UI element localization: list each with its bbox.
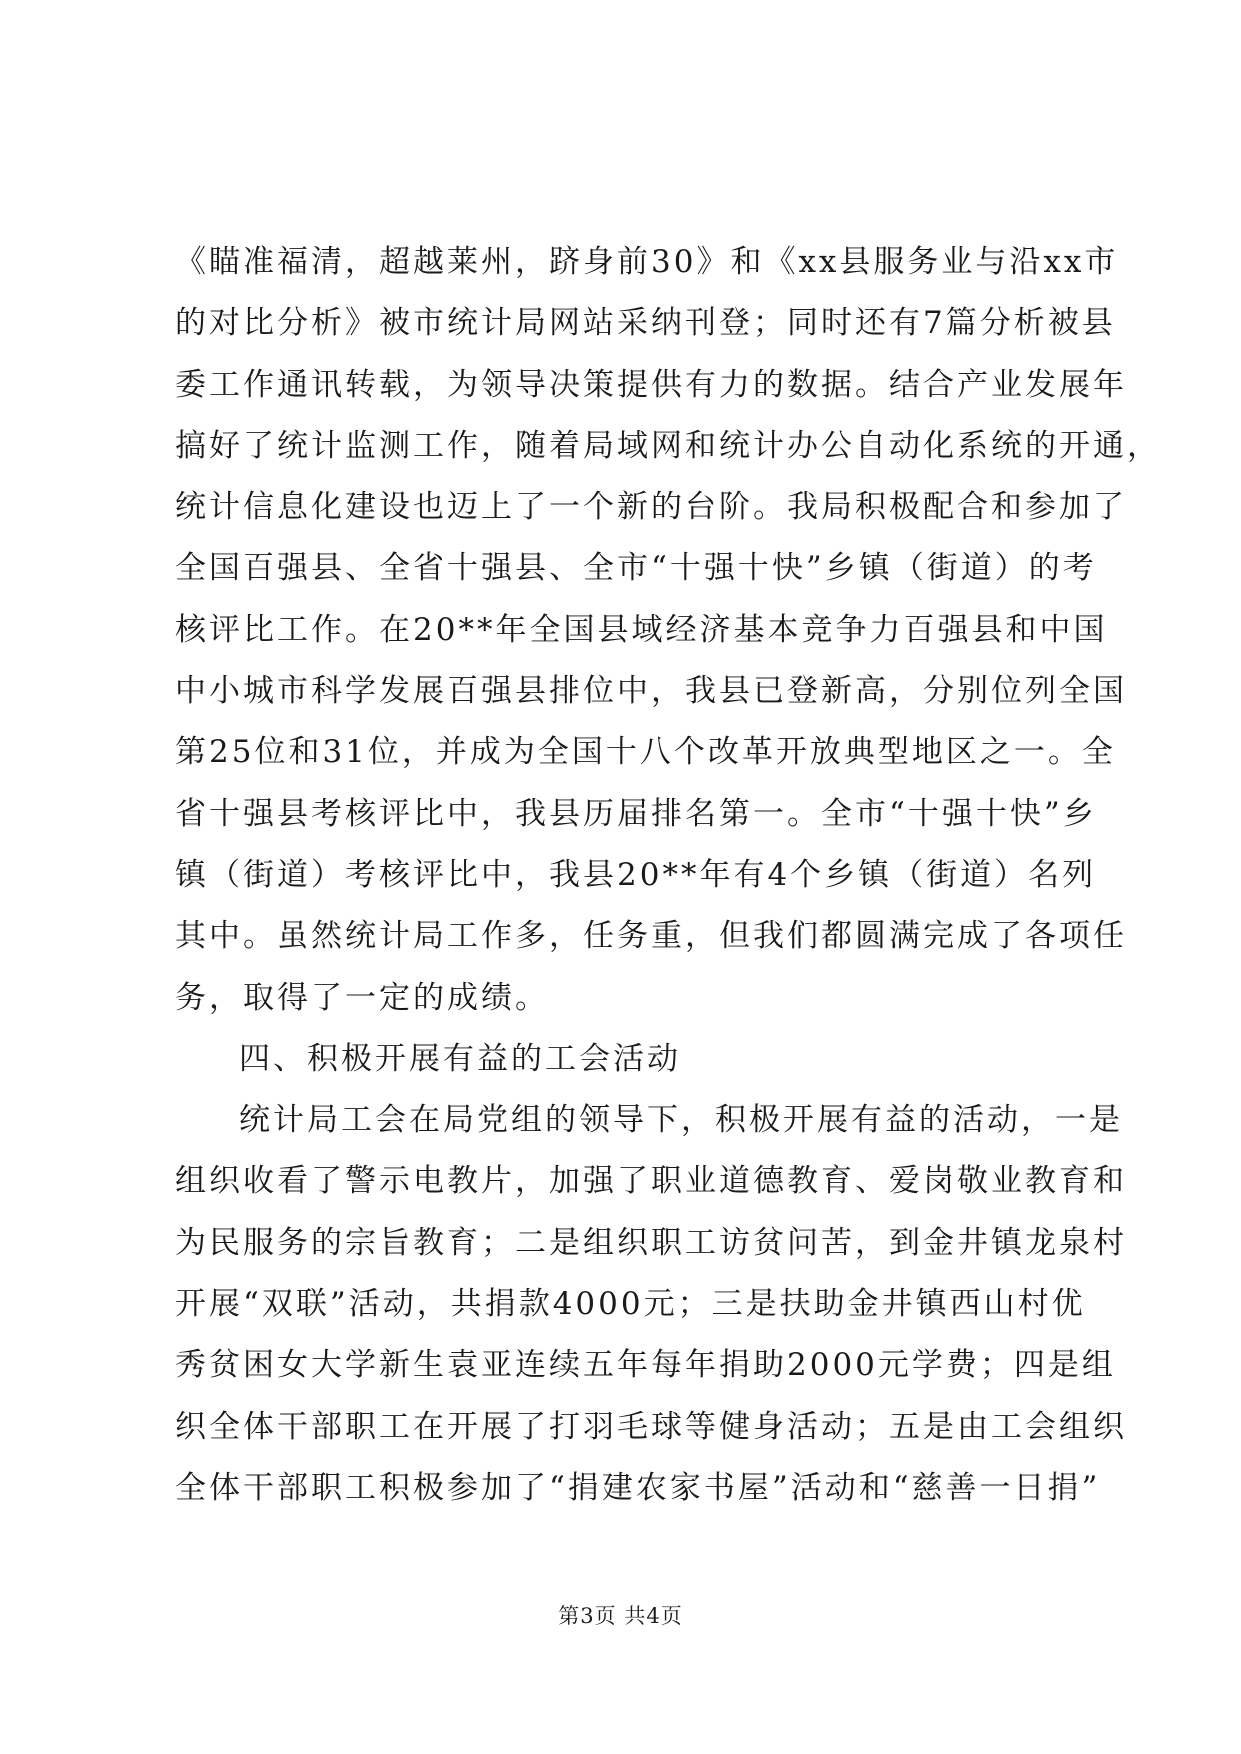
text-line: 全国百强县、全省十强县、全市“十强十快”乡镇（街道）的考 [175, 550, 1097, 587]
text-line: 开展“双联”活动，共捐款4000元；三是扶助金井镇西山村优 [175, 1286, 1086, 1323]
text-line: 统计信息化建设也迈上了一个新的台阶。我局积极配合和参加了 [175, 489, 1127, 526]
text-line: 搞好了统计监测工作，随着局域网和统计办公自动化系统的开通， [175, 427, 1161, 464]
text-line: 其中。虽然统计局工作多，任务重，但我们都圆满完成了各项任 [175, 918, 1127, 955]
body-text [175, 232, 1161, 1519]
text-line: 省十强县考核评比中，我县历届排名第一。全市“十强十快”乡 [175, 795, 1097, 832]
text-line: 镇（街道）考核评比中，我县20**年有4个乡镇（街道）名列 [175, 856, 1097, 893]
text-line: 核评比工作。在20**年全国县域经济基本竞争力百强县和中国 [175, 611, 1108, 648]
text-line: 务，取得了一定的成绩。 [175, 979, 549, 1016]
text-line: 《瞄准福清，超越莱州，跻身前30》和《xx县服务业与沿xx市 [175, 244, 1119, 280]
text-line: 织全体干部职工在开展了打羽毛球等健身活动；五是由工会组织 [175, 1408, 1127, 1445]
text-line: 的对比分析》被市统计局网站采纳刊登；同时还有7篇分析被县 [175, 305, 1116, 342]
section-heading: 四、积极开展有益的工会活动 [239, 1040, 681, 1077]
text-line: 统计局工会在局党组的领导下，积极开展有益的活动，一是 [239, 1102, 1123, 1139]
text-line: 中小城市科学发展百强县排位中，我县已登新高，分别位列全国 [175, 673, 1127, 710]
text-line: 为民服务的宗旨教育；二是组织职工访贫问苦，到金井镇龙泉村 [175, 1224, 1127, 1261]
text-line: 第25位和31位，并成为全国十八个改革开放典型地区之一。全 [175, 734, 1116, 771]
page-number: 第3页 共4页 [558, 1604, 683, 1628]
text-line: 组织收看了警示电教片，加强了职业道德教育、爱岗敬业教育和 [175, 1163, 1127, 1200]
text-line: 秀贫困女大学新生袁亚连续五年每年捐助2000元学费；四是组 [175, 1347, 1116, 1384]
text-line: 全体干部职工积极参加了“捐建农家书屋”活动和“慈善一日捐” [175, 1469, 1101, 1506]
text-line: 委工作通讯转载，为领导决策提供有力的数据。结合产业发展年 [175, 366, 1127, 403]
